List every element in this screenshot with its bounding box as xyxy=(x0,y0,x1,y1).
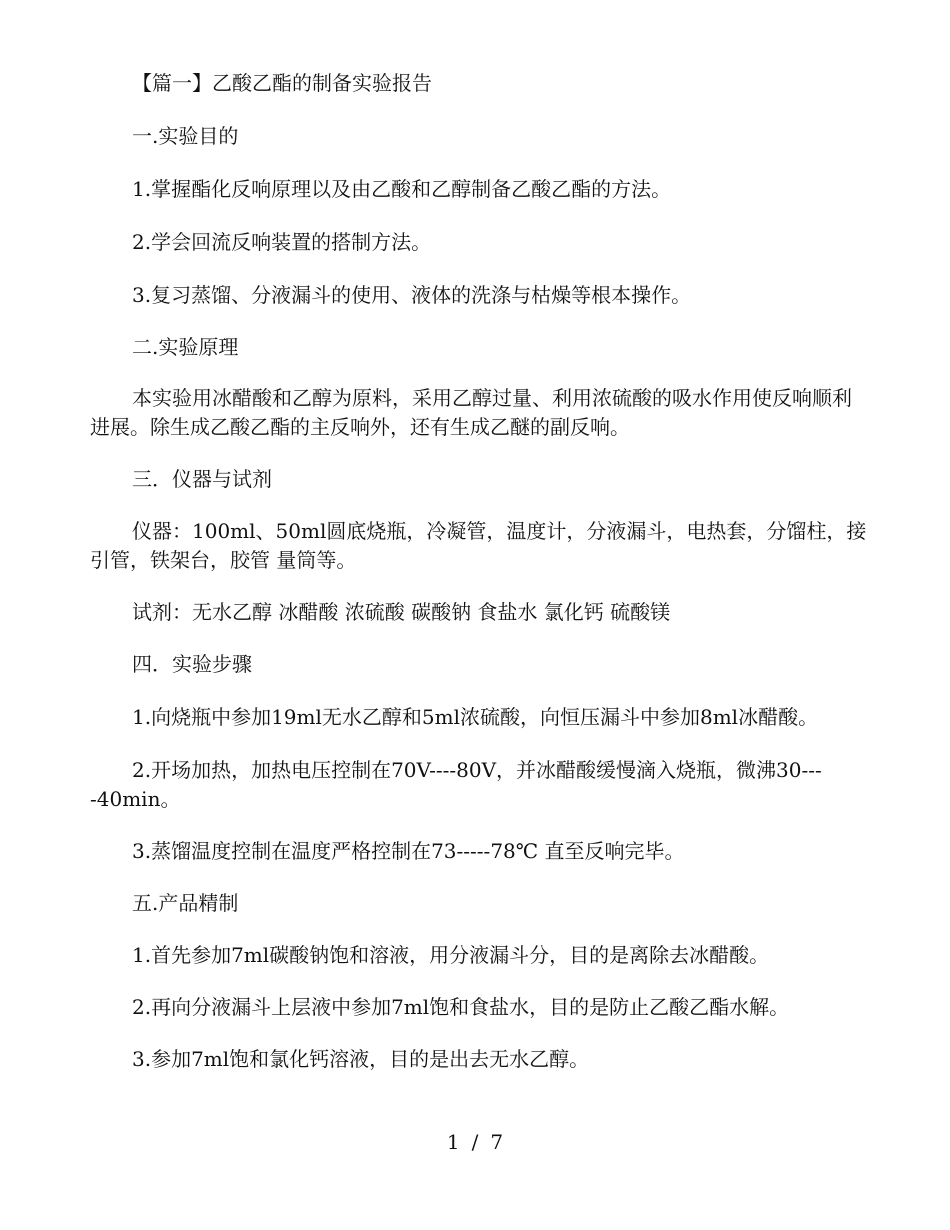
paragraph: 1.首先参加7ml碳酸钠饱和溶液，用分液漏斗分，目的是离除去冰醋酸。 xyxy=(132,943,770,967)
document-title: 【篇一】乙酸乙酯的制备实验报告 xyxy=(132,71,432,95)
paragraph: 本实验用冰醋酸和乙醇为原料，采用乙醇过量、利用浓硫酸的吸水作用使反响顺利进展。除生成乙酸乙酯的主反响外，还有生成乙醚的副反响。 xyxy=(90,386,852,439)
paragraph: 2.开场加热，加热电压控制在70V----80V，并冰醋酸缓慢滴入烧瓶，微沸30----40min。 xyxy=(90,758,822,811)
section-heading-equipment: 三．仪器与试剂 xyxy=(132,467,272,491)
section-heading-purpose: 一.实验目的 xyxy=(132,124,239,148)
section-heading-procedure: 四．实验步骤 xyxy=(132,652,252,676)
page-separator: / xyxy=(471,1130,479,1154)
section-heading-purification: 五.产品精制 xyxy=(132,891,239,915)
paragraph: 3.蒸馏温度控制在温度严格控制在73-----78℃ 直至反响完毕。 xyxy=(132,839,685,863)
paragraph: 3.复习蒸馏、分液漏斗的使用、液体的洗涤与枯燥等根本操作。 xyxy=(132,283,692,307)
paragraph: 1.向烧瓶中参加19ml无水乙醇和5ml浓硫酸，向恒压漏斗中参加8ml冰醋酸。 xyxy=(132,705,819,729)
paragraph: 试剂：无水乙醇 冰醋酸 浓硫酸 碳酸钠 食盐水 氯化钙 硫酸镁 xyxy=(132,600,671,624)
paragraph: 1.掌握酯化反响原理以及由乙酸和乙醇制备乙酸乙酯的方法。 xyxy=(132,177,672,201)
paragraph: 2.再向分液漏斗上层液中参加7ml饱和食盐水，目的是防止乙酸乙酯水解。 xyxy=(132,995,790,1019)
paragraph: 3.参加7ml饱和氯化钙溶液，目的是出去无水乙醇。 xyxy=(132,1047,590,1071)
section-heading-principle: 二.实验原理 xyxy=(132,335,239,359)
total-pages: 7 xyxy=(490,1130,504,1154)
paragraph: 2.学会回流反响装置的搭制方法。 xyxy=(132,230,432,254)
paragraph: 仪器：100ml、50ml圆底烧瓶，冷凝管，温度计，分液漏斗，电热套，分馏柱，接引管，铁架台，胶管 量筒等。 xyxy=(90,519,867,572)
current-page-number: 1 xyxy=(446,1130,460,1154)
page-number xyxy=(0,1128,950,1157)
